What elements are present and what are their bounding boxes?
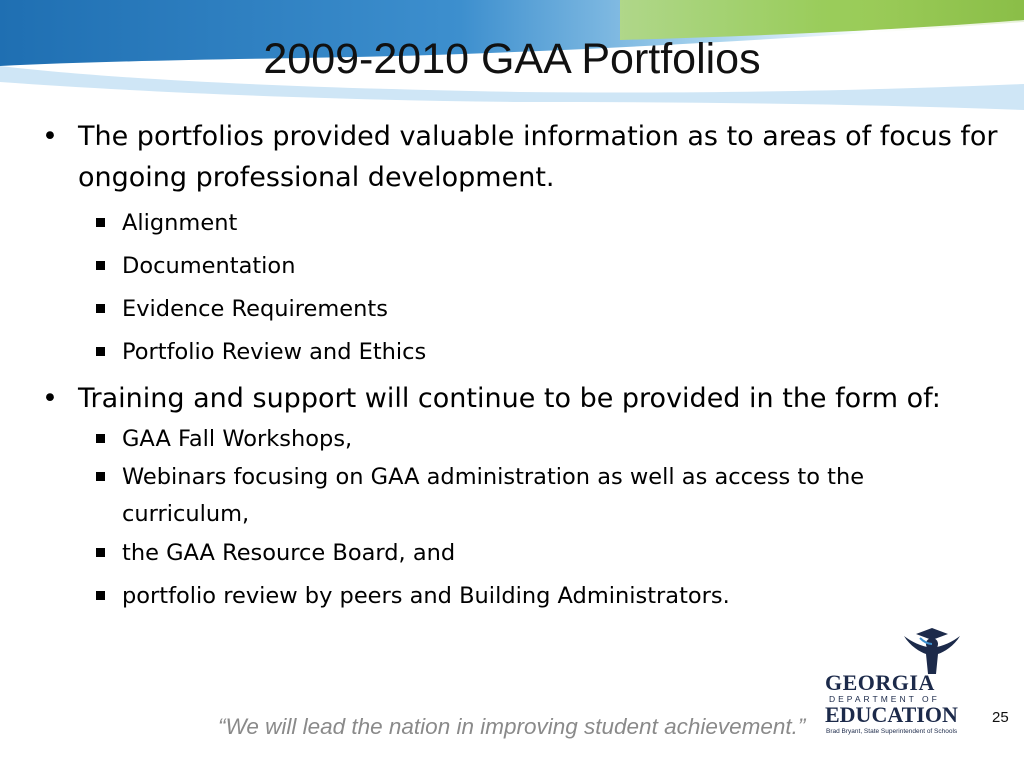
bullet-1-text: The portfolios provided valuable information as to areas of focus for ongoing professional development. (78, 121, 998, 193)
sub-bullet: GAA Fall Workshops, (38, 421, 998, 457)
square-bullet-icon (96, 304, 105, 313)
sub-bullet: Webinars focusing on GAA administration as well as access to the curriculum, (38, 459, 998, 533)
square-bullet-icon (96, 347, 105, 356)
bullet-2-text: Training and support will continue to be provided in the form of: (78, 383, 941, 414)
sub-bullet: portfolio review by peers and Building Administrators. (38, 578, 998, 614)
georgia-doe-logo (820, 628, 960, 740)
sub-bullet: Portfolio Review and Ethics (38, 334, 998, 370)
square-bullet-icon (96, 218, 105, 227)
square-bullet-icon (96, 591, 105, 600)
bullet-dot-icon: • (42, 383, 58, 414)
bullet-dot-icon: • (42, 121, 58, 152)
logo-education-text: EDUCATION (825, 702, 958, 727)
sub-bullet: Evidence Requirements (38, 291, 998, 327)
square-bullet-icon (96, 434, 105, 443)
page-number: 25 (992, 709, 1009, 726)
logo-georgia-text: GEORGIA (825, 670, 935, 695)
square-bullet-icon (96, 472, 105, 481)
slide-title: 2009-2010 GAA Portfolios (263, 35, 761, 83)
square-bullet-icon (96, 548, 105, 557)
footer-quote: “We will lead the nation in improving student achievement.” (218, 714, 806, 739)
square-bullet-icon (96, 261, 105, 270)
bullet-2 (38, 378, 998, 419)
slide-content (38, 116, 998, 614)
sub-bullet: Alignment (38, 205, 998, 241)
logo-department-text: DEPARTMENT OF (829, 694, 940, 704)
sub-bullet: Documentation (38, 248, 998, 284)
sub-bullet: the GAA Resource Board, and (38, 535, 998, 571)
bullet-1 (38, 116, 998, 198)
logo-superintendent-text: Brad Bryant, State Superintendent of Schools (826, 728, 958, 735)
